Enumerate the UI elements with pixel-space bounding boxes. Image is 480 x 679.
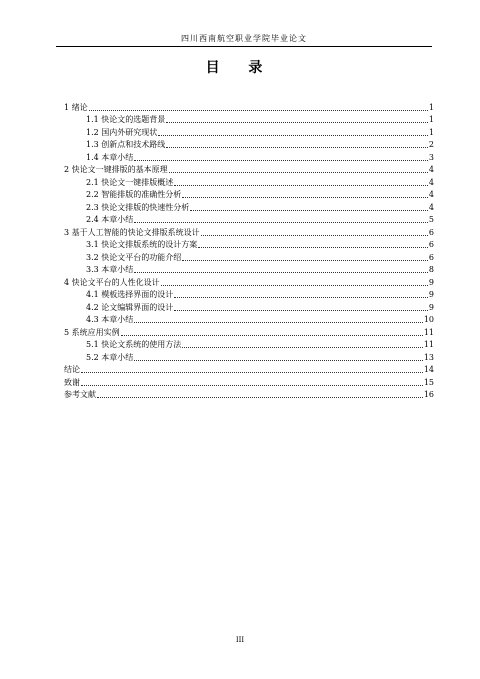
toc-entry[interactable] xyxy=(64,138,434,151)
toc-entry-page: 4 xyxy=(428,202,434,212)
toc-entry-page: 16 xyxy=(423,390,434,399)
toc-entry[interactable] xyxy=(64,275,434,288)
toc-entry-page: 1 xyxy=(428,102,434,112)
toc-entry-text: 1.3 创新点和技术路线 xyxy=(86,140,166,149)
toc-leader-dots xyxy=(169,171,428,173)
toc-entry-page: 11 xyxy=(423,340,434,349)
toc-leader-dots xyxy=(182,346,423,348)
toc-leader-dots xyxy=(81,371,423,373)
toc-leader-dots xyxy=(166,121,428,123)
toc-entry-text: 4.1 模板选择界面的设计 xyxy=(86,290,174,299)
toc-entry[interactable] xyxy=(64,338,434,351)
toc-entry-page: 14 xyxy=(423,365,434,374)
toc-entry[interactable] xyxy=(64,163,434,176)
toc-leader-dots xyxy=(198,246,428,248)
toc-leader-dots xyxy=(134,159,428,161)
toc-leader-dots xyxy=(174,296,428,298)
toc-entry-page: 9 xyxy=(428,277,434,287)
toc-entry-text: 4 快论文平台的人性化设计 xyxy=(64,277,160,287)
toc-leader-dots xyxy=(161,284,428,286)
toc-entry-page: 11 xyxy=(423,327,434,337)
toc-entry-text: 3.3 本章小结 xyxy=(86,265,134,274)
toc-entry-page: 3 xyxy=(428,152,434,162)
toc-entry-page: 2 xyxy=(428,140,434,149)
header-title: 四川西南航空职业学院毕业论文 xyxy=(181,34,307,43)
toc-leader-dots xyxy=(134,221,428,223)
toc-entry[interactable] xyxy=(64,363,434,376)
toc-leader-dots xyxy=(97,396,423,398)
toc-entry-page: 1 xyxy=(428,127,434,137)
toc-entry-page: 9 xyxy=(428,290,434,299)
toc-entry-text: 2.1 快论文一键排版概述 xyxy=(86,177,174,187)
toc-entry[interactable] xyxy=(64,388,434,401)
toc-entry[interactable] xyxy=(64,188,434,201)
toc-entry-page: 10 xyxy=(423,315,434,324)
toc-entry-text: 1.2 国内外研究现状 xyxy=(86,127,158,137)
toc-entry-text: 3 基于人工智能的快论文排版系统设计 xyxy=(64,227,200,237)
toc-entry-page: 9 xyxy=(428,302,434,312)
toc-leader-dots xyxy=(182,196,428,198)
toc-entry-page: 4 xyxy=(428,177,434,187)
toc-entry[interactable] xyxy=(64,313,434,326)
toc-entry-text: 3.1 快论文排版系统的设计方案 xyxy=(86,240,198,249)
toc-entry-page: 6 xyxy=(428,252,434,262)
toc-leader-dots xyxy=(81,384,423,386)
toc-leader-dots xyxy=(134,359,423,361)
toc-entry-text: 结论 xyxy=(64,365,80,374)
toc-entry-text: 参考文献 xyxy=(64,390,96,399)
toc-entry-page: 15 xyxy=(423,377,434,387)
toc-leader-dots xyxy=(134,321,423,323)
toc-entry[interactable] xyxy=(64,113,434,126)
toc-entry-text: 4.3 本章小结 xyxy=(86,315,134,324)
toc-entry-text: 1.1 快论文的选题背景 xyxy=(86,115,166,124)
toc-leader-dots xyxy=(134,271,428,273)
toc-leader-dots xyxy=(201,234,428,236)
toc-entry[interactable] xyxy=(64,213,434,226)
toc-leader-dots xyxy=(158,134,428,136)
toc-leader-dots xyxy=(166,146,428,148)
toc-leader-dots xyxy=(182,259,428,261)
page-number: III xyxy=(235,636,245,644)
toc-entry-text: 致谢 xyxy=(64,377,80,387)
toc-entry-text: 1 绪论 xyxy=(64,102,88,112)
toc-entry[interactable] xyxy=(64,125,434,138)
toc-entry[interactable] xyxy=(64,175,434,188)
toc-entry-page: 6 xyxy=(428,227,434,237)
toc-entry-text: 5.2 本章小结 xyxy=(86,352,134,362)
toc-entry-page: 4 xyxy=(428,190,434,199)
toc-entry[interactable] xyxy=(64,200,434,213)
toc-entry-page: 13 xyxy=(423,352,434,362)
toc-entry-page: 8 xyxy=(428,265,434,274)
toc-leader-dots xyxy=(89,109,428,111)
toc-entry-text: 2.3 快论文排版的快速性分析 xyxy=(86,202,190,212)
toc-entry[interactable] xyxy=(64,325,434,338)
toc-entry-text: 1.4 本章小结 xyxy=(86,152,134,162)
toc-entry[interactable] xyxy=(64,100,434,113)
toc-entry-text: 5 系统应用实例 xyxy=(64,327,120,337)
toc-entry-page: 1 xyxy=(428,115,434,124)
toc-entry-text: 4.2 论文编辑界面的设计 xyxy=(86,302,174,312)
toc-entry-text: 3.2 快论文平台的功能介绍 xyxy=(86,252,182,262)
toc-entry-page: 4 xyxy=(428,165,434,174)
toc-entry[interactable] xyxy=(64,225,434,238)
toc-leader-dots xyxy=(121,334,423,336)
toc-entry[interactable] xyxy=(64,238,434,251)
toc-title: 目 录 xyxy=(205,60,275,76)
toc-entry-text: 2.4 本章小结 xyxy=(86,215,134,224)
toc-entry-page: 5 xyxy=(428,215,434,224)
toc-entry-page: 6 xyxy=(428,240,434,249)
toc-leader-dots xyxy=(174,309,428,311)
page-header xyxy=(56,33,432,47)
toc-entry[interactable] xyxy=(64,288,434,301)
table-of-contents xyxy=(64,100,434,400)
toc-entry[interactable] xyxy=(64,375,434,388)
toc-entry-text: 2.2 智能排版的准确性分析 xyxy=(86,190,182,199)
toc-entry[interactable] xyxy=(64,150,434,163)
toc-entry-text: 5.1 快论文系统的使用方法 xyxy=(86,340,182,349)
toc-leader-dots xyxy=(174,184,428,186)
toc-entry[interactable] xyxy=(64,263,434,276)
toc-entry[interactable] xyxy=(64,250,434,263)
toc-entry[interactable] xyxy=(64,300,434,313)
toc-leader-dots xyxy=(190,209,428,211)
toc-entry[interactable] xyxy=(64,350,434,363)
toc-entry-text: 2 快论文一键排版的基本原理 xyxy=(64,165,168,174)
